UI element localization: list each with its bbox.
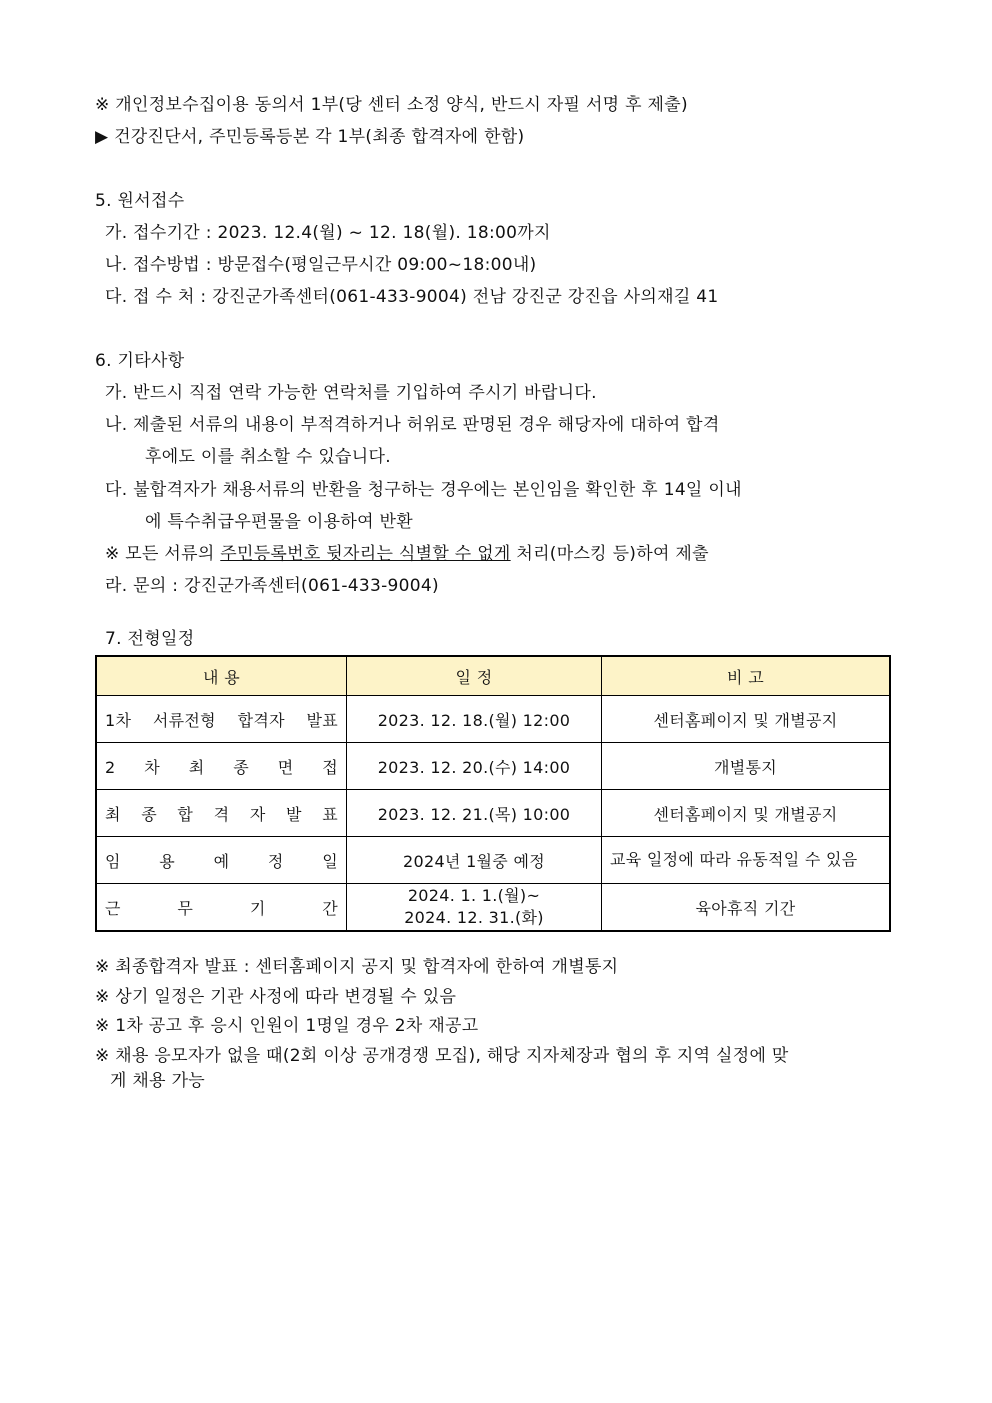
section6-item-na-line1: 나. 제출된 서류의 내용이 부적격하거나 허위로 판명된 경우 해당자에 대하여 합격 — [105, 415, 720, 435]
row-note: 센터홈페이지 및 개별공지 — [602, 696, 891, 743]
note-schedule-change: ※ 상기 일정은 기관 사정에 따라 변경될 수 있음 — [95, 987, 457, 1007]
note-final-announcement: ※ 최종합격자 발표 : 센터홈페이지 공지 및 합격자에 한하여 개별통지 — [95, 957, 619, 977]
note-health-certificate: ▶ 건강진단서, 주민등록등본 각 1부(최종 합격자에 한함) — [95, 127, 525, 147]
section5-item-method: 나. 접수방법 : 방문접수(평일근무시간 09:00~18:00내) — [105, 255, 537, 275]
table-row — [96, 790, 890, 837]
row-content: 근 무 기 간 — [96, 884, 347, 932]
row-content: 임 용 예 정 일 — [96, 837, 347, 884]
table-row — [96, 884, 890, 932]
section6-title: 6. 기타사항 — [95, 351, 185, 371]
row-date-end: 2024. 12. 31.(화) — [404, 908, 544, 927]
section6-item-na-line2: 후에도 이를 취소할 수 있습니다. — [145, 447, 391, 467]
header-note: 비 고 — [602, 656, 891, 696]
section6-item-ga: 가. 반드시 직접 연락 가능한 연락처를 기입하여 주시기 바랍니다. — [105, 383, 597, 403]
section5-title: 5. 원서접수 — [95, 191, 185, 211]
row-date: 2023. 12. 20.(수) 14:00 — [347, 743, 602, 790]
section6-item-ra: 라. 문의 : 강진군가족센터(061-433-9004) — [105, 576, 439, 596]
row-date: 2024년 1월중 예정 — [347, 837, 602, 884]
row-content: 최 종 합 격 자 발 표 — [96, 790, 347, 837]
row-date — [347, 884, 602, 932]
section5-item-period: 가. 접수기간 : 2023. 12.4(월) ~ 12. 18(월). 18:00까지 — [105, 223, 551, 243]
header-content: 내 용 — [96, 656, 347, 696]
note-no-applicant-line1: ※ 채용 응모자가 없을 때(2회 이상 공개경쟁 모집), 해당 지자체장과 협의 후 지역 실정에 맞 — [95, 1046, 789, 1066]
note-no-applicant-line2: 게 채용 가능 — [110, 1071, 206, 1091]
row-date: 2023. 12. 21.(목) 10:00 — [347, 790, 602, 837]
table-row — [96, 696, 890, 743]
row-content: 1차 서류전형 합격자 발표 — [96, 696, 347, 743]
table-row — [96, 837, 890, 884]
section7-title: 7. 전형일정 — [105, 629, 195, 649]
section6-item-da-line1: 다. 불합격자가 채용서류의 반환을 청구하는 경우에는 본인임을 확인한 후 14일 이내 — [105, 480, 742, 500]
row-note: 교육 일정에 따라 유동적일 수 있음 — [602, 837, 891, 884]
masking-note-suffix: 처리(마스킹 등)하여 제출 — [510, 544, 709, 564]
note-re-announcement: ※ 1차 공고 후 응시 인원이 1명일 경우 2차 재공고 — [95, 1016, 479, 1036]
table-row — [96, 743, 890, 790]
masking-note-prefix: ※ 모든 서류의 — [105, 544, 221, 564]
row-date: 2023. 12. 18.(월) 12:00 — [347, 696, 602, 743]
row-note: 센터홈페이지 및 개별공지 — [602, 790, 891, 837]
section6-item-da-line2: 에 특수취급우편물을 이용하여 반환 — [145, 512, 413, 532]
row-note: 개별통지 — [602, 743, 891, 790]
header-date: 일 정 — [347, 656, 602, 696]
section5-item-place: 다. 접 수 처 : 강진군가족센터(061-433-9004) 전남 강진군 강진읍 사의재길 41 — [105, 287, 719, 307]
row-content: 2 차 최 종 면 접 — [96, 743, 347, 790]
schedule-table — [95, 655, 891, 932]
schedule-header-row — [96, 656, 890, 696]
masking-note-underlined: 주민등록번호 뒷자리는 식별할 수 없게 — [220, 544, 511, 564]
row-note: 육아휴직 기간 — [602, 884, 891, 932]
section6-masking-note — [105, 543, 709, 565]
row-date-start: 2024. 1. 1.(월)~ — [407, 886, 541, 905]
note-consent-form: ※ 개인정보수집이용 동의서 1부(당 센터 소정 양식, 반드시 자필 서명 후 제출) — [95, 95, 688, 115]
